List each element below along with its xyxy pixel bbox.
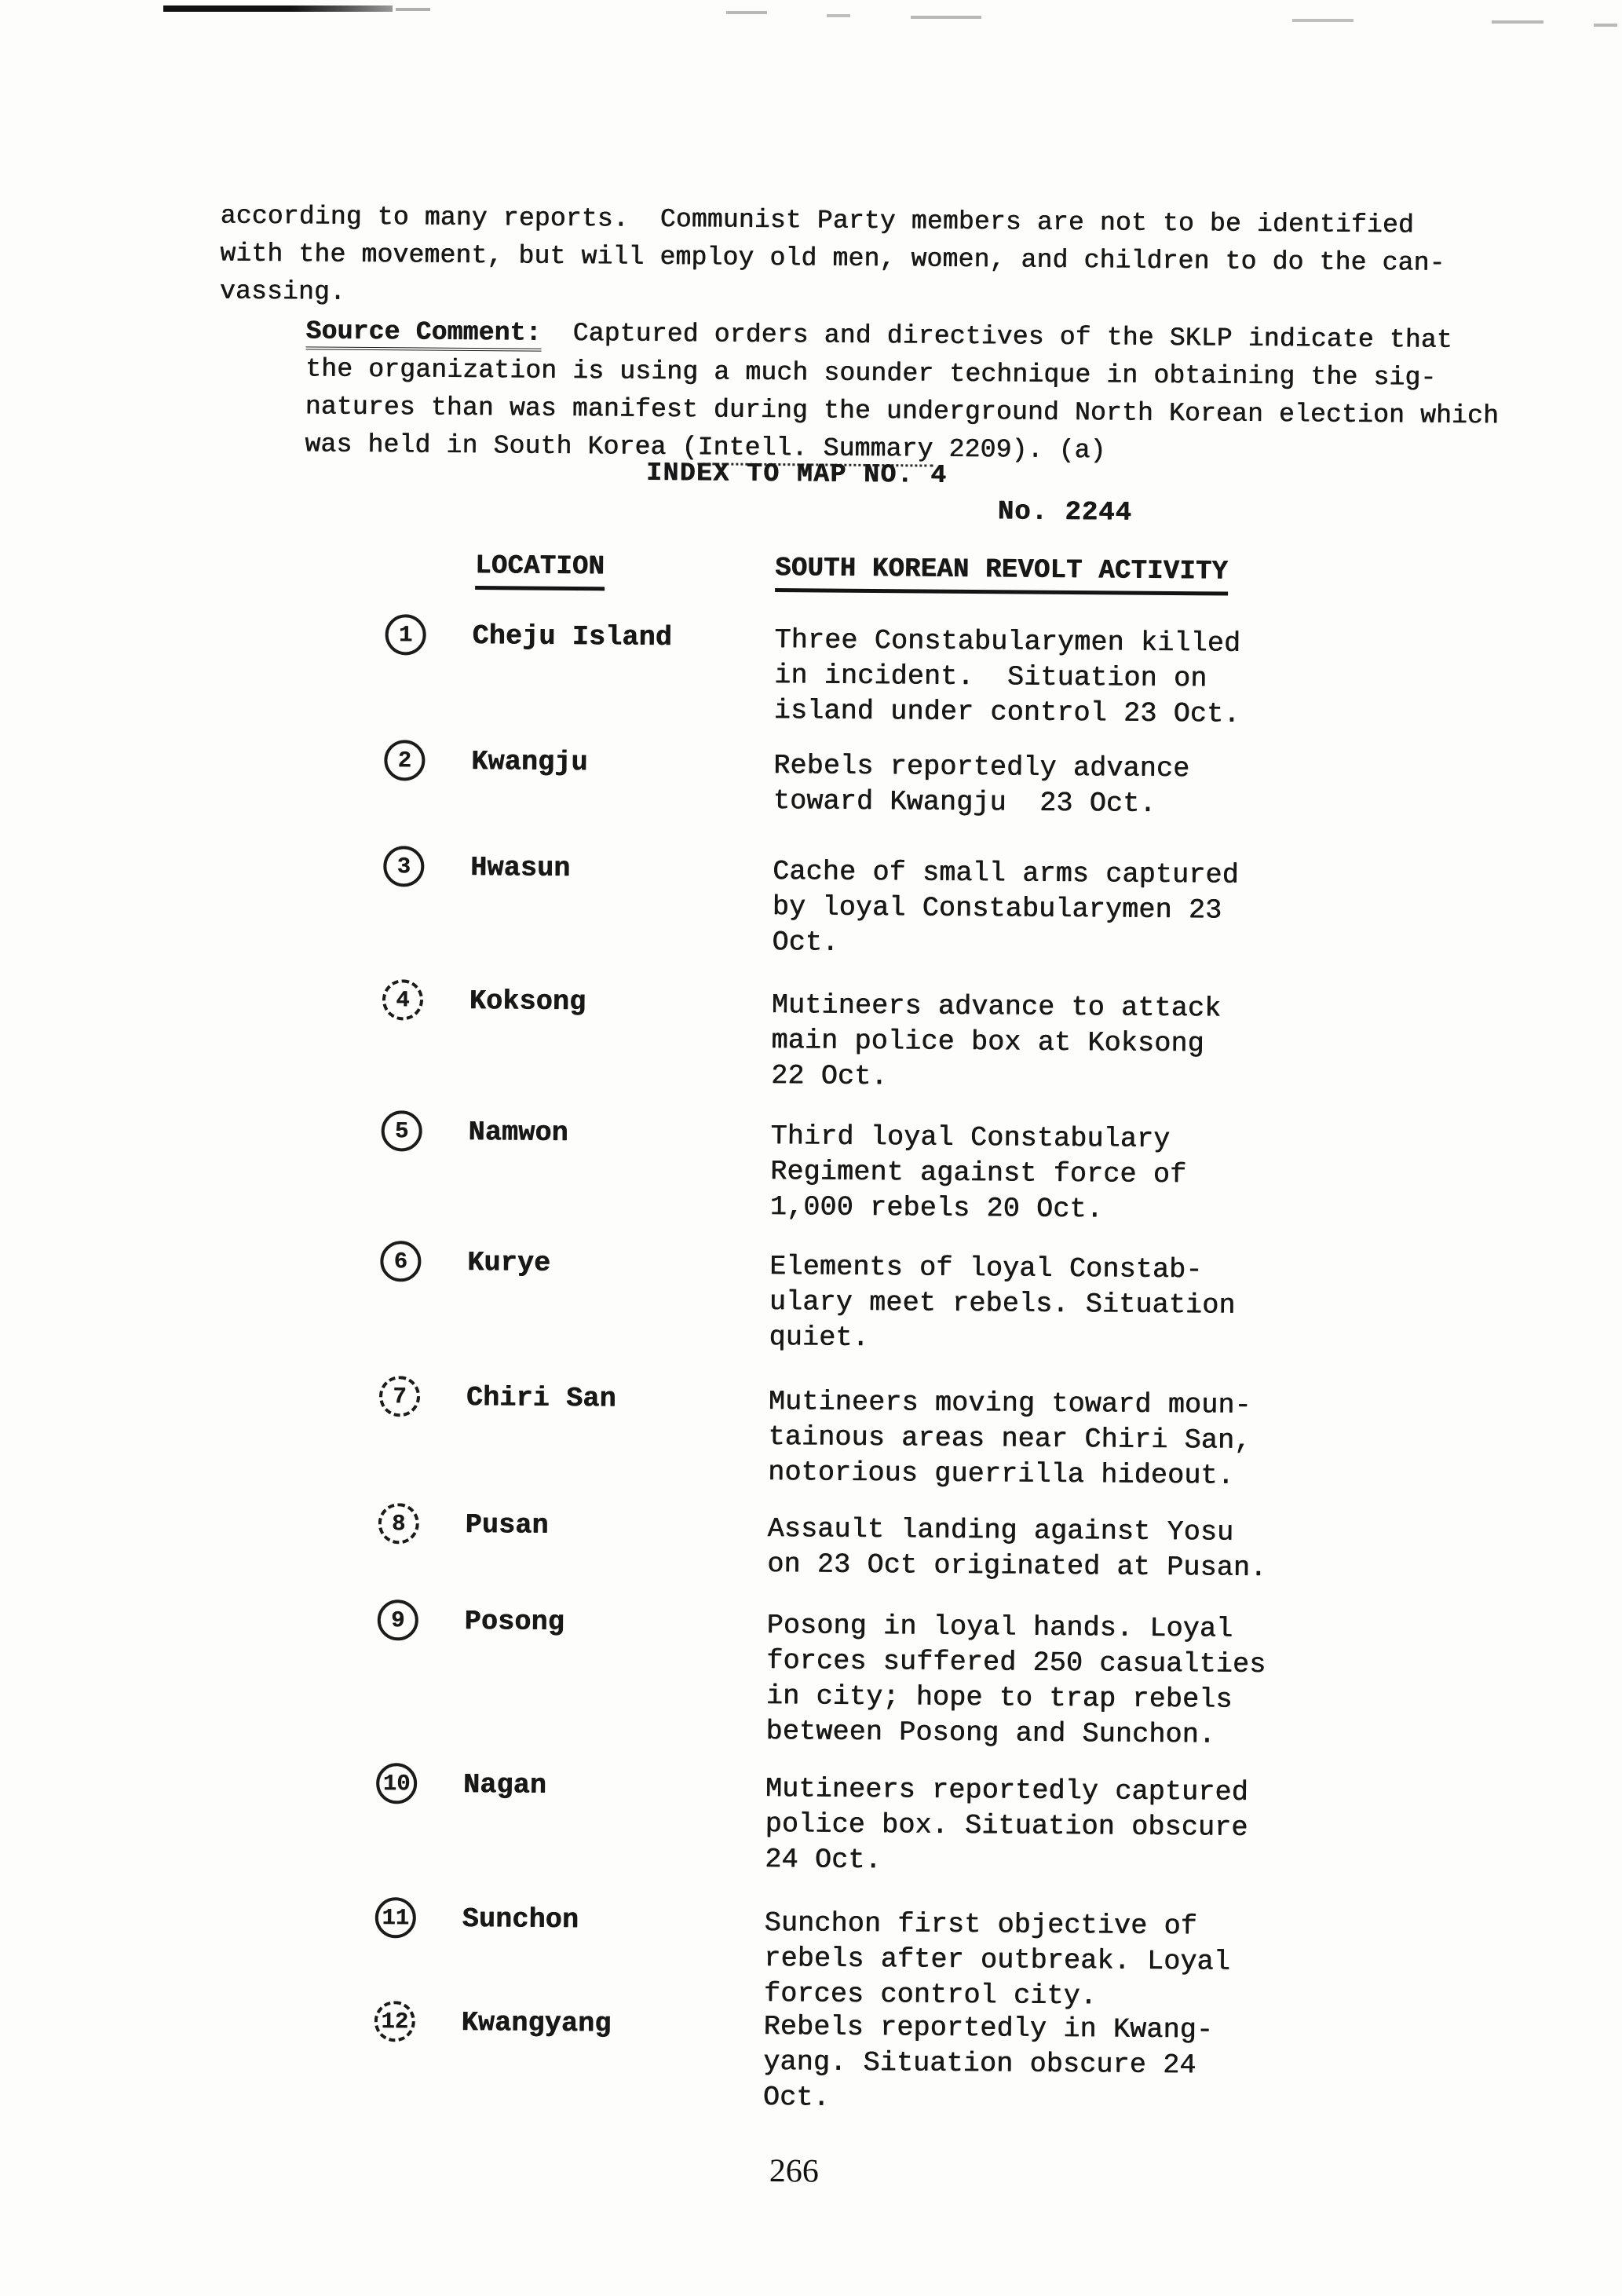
row-location: Kurye: [467, 1246, 551, 1279]
map-number: No. 2244: [997, 497, 1133, 528]
table-row: [0, 618, 1617, 730]
row-number: 1: [398, 621, 413, 648]
row-activity: Three Constabularymen killed in incident. Situation on island under control 23 Oct.: [773, 624, 1241, 730]
row-location: Koksong: [469, 985, 586, 1018]
table-row: [0, 1603, 1609, 1751]
row-location: Namwon: [468, 1116, 569, 1149]
row-number: 7: [393, 1383, 407, 1409]
table-row: [0, 1767, 1608, 1877]
row-activity: Rebels reportedly advance toward Kwangju 23 Oct.: [773, 750, 1190, 820]
intro-paragraph: according to many reports. Communist Party members are not to be identified with the movement, but will employ old men, women, and children to do the can- vassing.: [219, 201, 1445, 307]
column-header-activity: SOUTH KOREAN REVOLT ACTIVITY: [775, 554, 1228, 596]
row-location: Chiri San: [466, 1381, 617, 1415]
row-number: 6: [393, 1248, 408, 1274]
row-number: 5: [394, 1117, 409, 1144]
row-number: 8: [391, 1510, 406, 1537]
intell-summary-ref: Intell. Summary: [697, 433, 933, 466]
row-number: 12: [381, 2008, 409, 2035]
row-number: 4: [396, 986, 410, 1013]
page-number: 266: [769, 2153, 819, 2190]
row-circle: [379, 1376, 420, 1417]
source-comment-body: Captured orders and directives of the SKLP indicate that the organization is using a much sounder technique in obtaining the sig- natures than was manifest during the underground North Korean election which was held in South Korea (: [305, 318, 1500, 462]
column-header-location: LOCATION: [475, 551, 605, 590]
row-circle: [382, 979, 423, 1020]
table-row: [0, 1114, 1613, 1226]
row-number: 2: [397, 747, 412, 773]
table-row: [0, 1507, 1610, 1584]
row-activity: Assault landing against Yosu on 23 Oct originated at Pusan.: [767, 1512, 1267, 1584]
row-activity: Mutineers reportedly captured police box. Situation obscure 24 Oct.: [765, 1772, 1249, 1877]
row-circle: [380, 1241, 421, 1281]
source-comment-tail: 2209). (a): [933, 434, 1106, 466]
table-row: [0, 744, 1616, 820]
index-title: INDEX TO MAP NO. 4: [646, 458, 948, 490]
table-row: [0, 983, 1614, 1093]
row-circle: [375, 1897, 416, 1938]
row-activity: Third loyal Constabulary Regiment against force of 1,000 rebels 20 Oct.: [769, 1121, 1187, 1226]
row-circle: [376, 1763, 417, 1804]
row-circle: [378, 1503, 419, 1544]
row-location: Sunchon: [462, 1903, 579, 1936]
row-circle: [378, 1600, 418, 1640]
row-activity: Cache of small arms captured by loyal Constabularymen 23 Oct.: [772, 856, 1240, 959]
row-number: 11: [382, 1904, 410, 1931]
row-location: Pusan: [465, 1508, 549, 1541]
row-circle: [385, 614, 426, 655]
row-circle: [374, 2001, 415, 2042]
row-location: Nagan: [462, 1768, 547, 1801]
source-comment-label: Source Comment:: [306, 316, 542, 351]
row-activity: Mutineers moving toward moun- tainous areas near Chiri San, notorious guerrilla hideout.: [768, 1385, 1252, 1492]
row-location: Cheju Island: [472, 620, 673, 653]
row-activity: Elements of loyal Constab- ulary meet rebels. Situation quiet.: [769, 1251, 1236, 1354]
row-circle: [384, 740, 425, 781]
source-comment: [305, 313, 1562, 473]
row-activity: Mutineers advance to attack main police box at Koksong 22 Oct.: [771, 989, 1222, 1093]
table-row: [0, 1245, 1612, 1354]
row-number: 10: [382, 1770, 411, 1797]
table-row: [0, 1380, 1611, 1492]
row-activity: Posong in loyal hands. Loyal forces suffered 250 casualties in city; hope to trap rebels between Posong and Sunchon.: [765, 1609, 1266, 1751]
row-circle: [381, 1110, 422, 1151]
row-number: 9: [390, 1607, 405, 1633]
row-activity: Sunchon first objective of rebels after outbreak. Loyal forces control city.: [763, 1907, 1231, 2013]
row-location: Kwangju: [471, 745, 588, 779]
row-activity: Rebels reportedly in Kwang- yang. Situation obscure 24 Oct.: [762, 2010, 1214, 2114]
row-circle: [383, 846, 424, 887]
row-location: Posong: [464, 1605, 565, 1638]
table-row: [0, 1901, 1607, 2013]
row-location: Hwasun: [470, 851, 571, 884]
table-row: [0, 850, 1615, 959]
row-number: 3: [396, 853, 411, 879]
row-location: Kwangyang: [461, 2006, 612, 2040]
